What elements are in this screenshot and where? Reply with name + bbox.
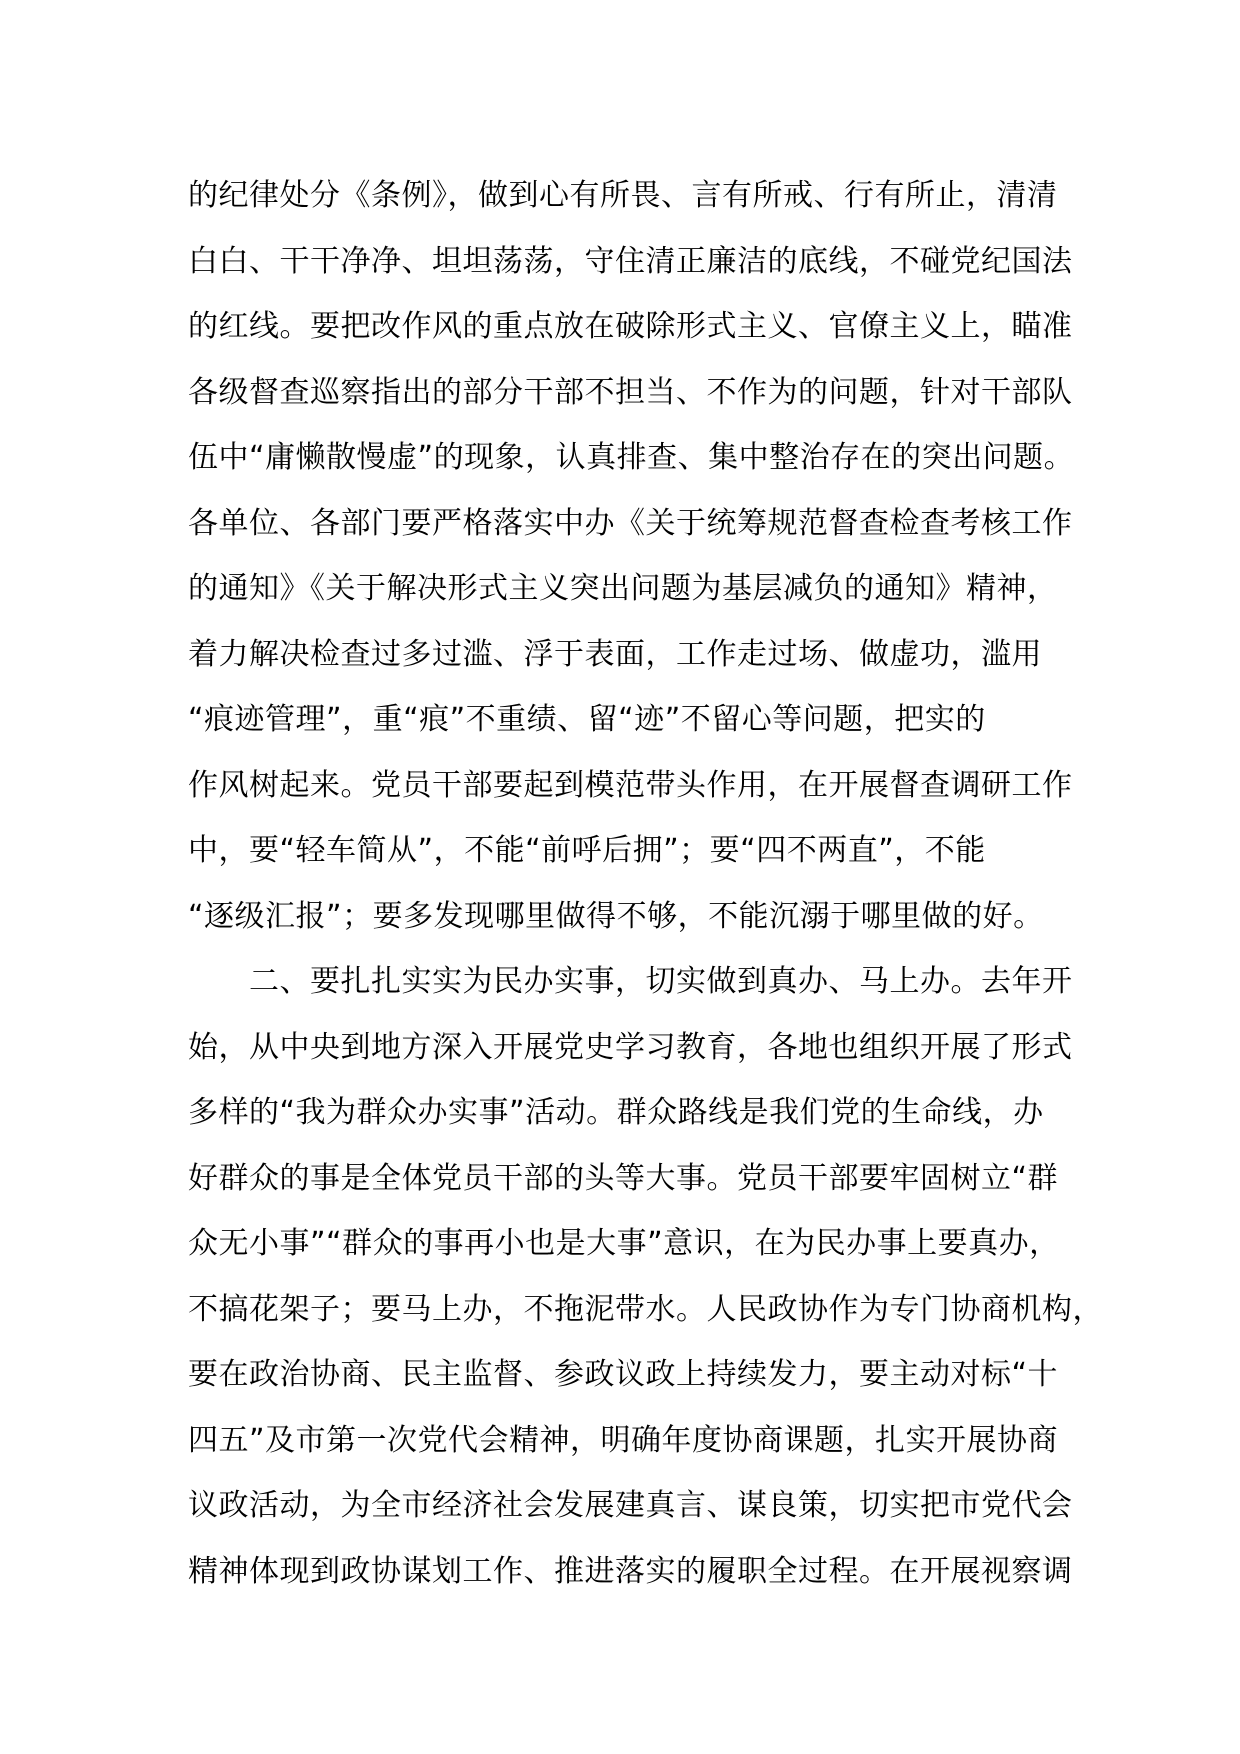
body-text [188,163,1103,1604]
text-line: 伍中“庸懒散慢虚”的现象，认真排查、集中整治存在的突出问题。 [188,440,1075,475]
text-line: 不搞花架子；要马上办，不拖泥带水。人民政协作为专门协商机构， [188,1291,1103,1327]
text-line: 各级督查巡察指出的部分干部不担当、不作为的问题，针对干部队 [188,374,1073,410]
text-line: 众无小事”“群众的事再小也是大事”意识，在为民办事上要真办， [188,1226,1060,1261]
text-line: 四五”及市第一次党代会精神，明确年度协商课题，扎实开展协商 [188,1422,1059,1458]
text-line: 的纪律处分《条例》，做到心有所畏、言有所戒、行有所止，清清 [188,178,1058,213]
text-line: 着力解决检查过多过滥、浮于表面，工作走过场、做虚功，滥用 [188,636,1042,672]
text-line: 的红线。要把改作风的重点放在破除形式主义、官僚主义上，瞄准 [188,309,1073,344]
text-line: 多样的“我为群众办实事”活动。群众路线是我们党的生命线，办 [188,1095,1044,1130]
text-line: 各单位、各部门要严格落实中办《关于统筹规范督查检查考核工作 [188,505,1073,541]
text-line: 要在政治协商、民主监督、参政议政上持续发力，要主动对标“十 [188,1357,1059,1392]
text-line: 作风树起来。党员干部要起到模范带头作用，在开展督查调研工作 [188,767,1073,803]
text-line: 好群众的事是全体党员干部的头等大事。党员干部要牢固树立“群 [188,1160,1059,1196]
text-line: 中，要“轻车简从”，不能“前呼后拥”；要“四不两直”，不能 [188,833,986,868]
text-line: 始，从中央到地方深入开展党史学习教育，各地也组织开展了形式 [188,1029,1073,1065]
text-line: “逐级汇报”；要多发现哪里做得不够，不能沉溺于哪里做的好。 [188,898,1044,934]
text-line: 的通知》《关于解决形式主义突出问题为基层减负的通知》精神， [188,571,1058,606]
text-line: 白白、干干净净、坦坦荡荡，守住清正廉洁的底线，不碰党纪国法 [188,243,1073,279]
text-line: 精神体现到政协谋划工作、推进落实的履职全过程。在开展视察调 [188,1553,1073,1589]
text-line: 议政活动，为全市经济社会发展建真言、谋良策，切实把市党代会 [188,1488,1073,1523]
text-line: “痕迹管理”，重“痕”不重绩、留“迹”不留心等问题，把实的 [188,702,986,737]
paragraph-start-line: 二、要扎扎实实为民办实事，切实做到真办、马上办。去年开 [188,964,1073,999]
